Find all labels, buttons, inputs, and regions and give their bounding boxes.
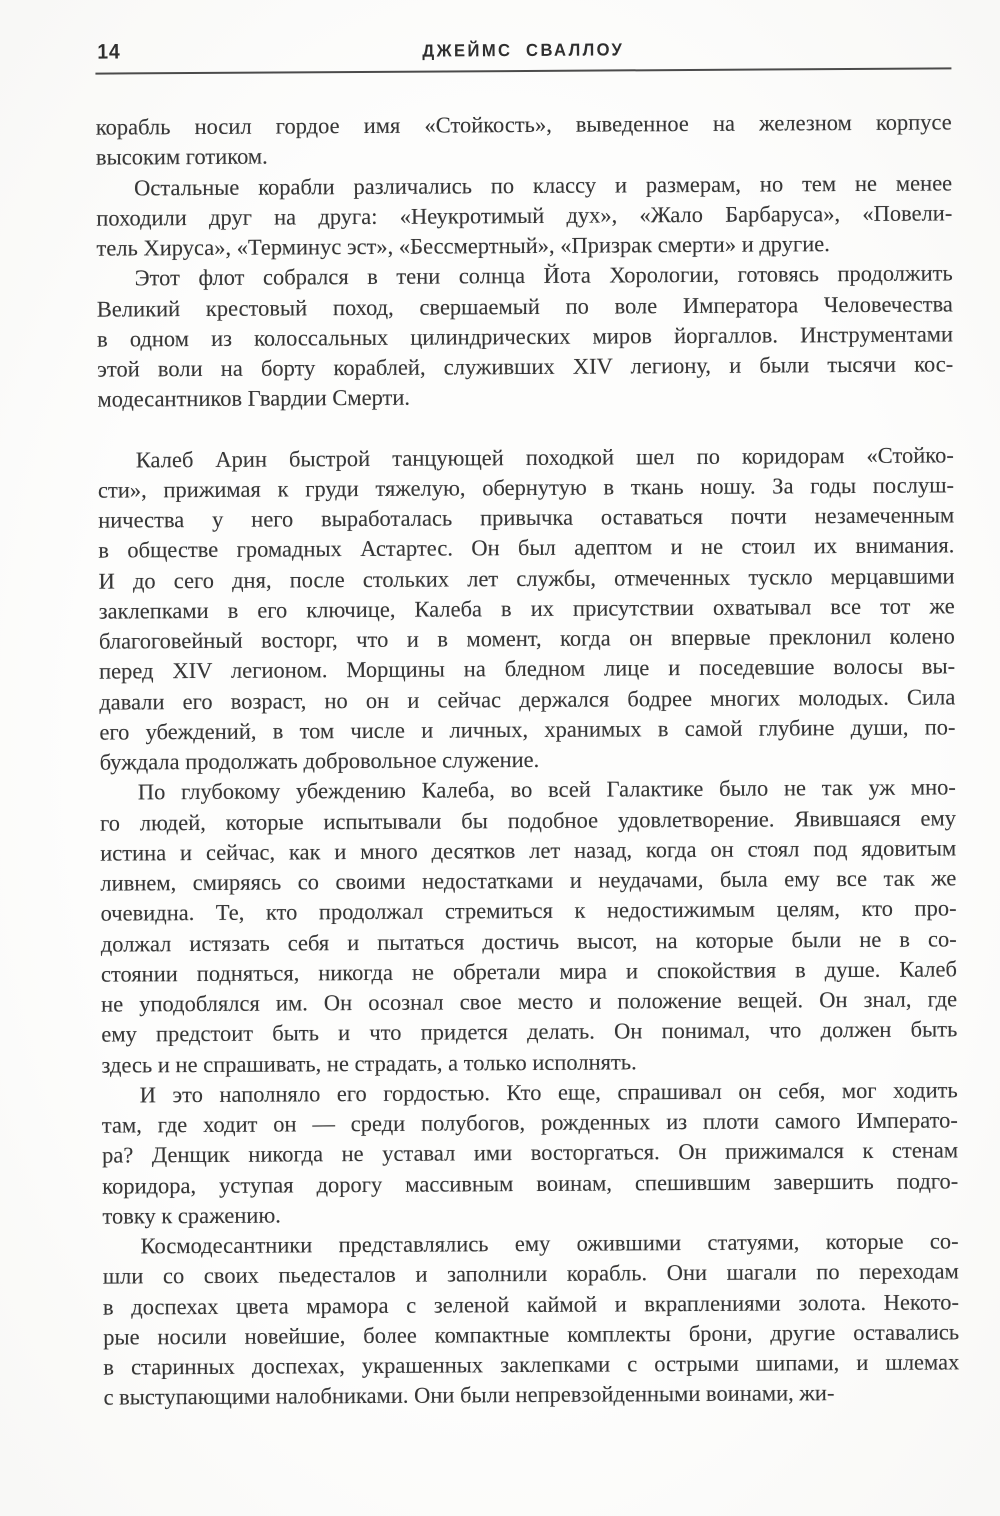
text-line: товку к сражению. [102, 1202, 281, 1229]
text-line: здесь и не спрашивать, не страдать, а только исполнять. [101, 1048, 637, 1078]
text-line: высоким готиком. [95, 143, 268, 170]
paragraph [103, 1226, 960, 1413]
book-text [96, 107, 960, 1413]
text-line: буждала продолжать добровольное служение. [99, 746, 540, 775]
text-line: с выступающими налобниками. Они были непревзойденными воинами, жи- [103, 1380, 835, 1410]
text-line: в доспехах цвета мрамора с зеленой каймой и вкраплениями золота. Некото- [102, 1288, 960, 1320]
text-line: ничества у него выработалась привычка оставаться почти незамеченным [98, 502, 955, 533]
text-line: очевидна. Те, кто продолжал стремиться к недостижимым целям, кто про- [100, 895, 957, 926]
paragraph [97, 259, 954, 415]
text-line: И это наполняло его гордостью. Кто еще, спрашивал он себя, мог ходить [139, 1077, 958, 1108]
text-line: модесантников Гвардии Смерти. [97, 384, 411, 412]
paragraph [98, 440, 956, 778]
paragraph [96, 168, 953, 264]
text-line: стоянии подняться, никогда не обретали мира и спокойствия в душе. Калеб [100, 956, 958, 987]
text-line: го людей, которые испытывали бы подобное удовлетворение. Явившаяся ему [99, 804, 957, 836]
text-line: рые носили новейшие, более компактные комплекты брони, другие оставались [103, 1319, 960, 1350]
text-line: в обществе громадных Астартес. Он был адептом и не стоил их внимания. [98, 532, 955, 563]
paragraph [102, 1075, 959, 1231]
text-line: Космодесантники представлялись ему ожившими статуями, которые со- [140, 1228, 959, 1259]
text-line: там, где ходит он — среди полубогов, рожденных из плоти самого Императо- [101, 1107, 958, 1138]
page-content [95, 0, 960, 1413]
text-line: шли со своих пьедесталов и заполнили корабль. Они шагали по переходам [102, 1258, 959, 1289]
text-line: этой воли на борту кораблей, служивших XIV легиону, и были тысячи кос- [97, 351, 954, 382]
page-header [95, 0, 951, 75]
text-line: перед XIV легионом. Морщины на бледном лице и поседевшие волосы вы- [99, 653, 956, 684]
text-line: сти», прижимая к груди тяжелую, обернутую в ткань ношу. За годы послуш- [97, 472, 955, 503]
text-line: не уподоблялся им. Он осознал свое место и положение вещей. Он знал, где [101, 986, 958, 1017]
text-line: давали его возраст, но он и сейчас держался бодрее многих молодых. Сила [99, 683, 956, 715]
text-line: в одном из колоссальных цилиндрических миров йоргаллов. Инструментами [96, 321, 954, 352]
text-line: Калеб Арин быстрой танцующей походкой шел по коридорам «Стойко- [135, 441, 954, 472]
text-line: Этот флот собрался в тени солнца Йота Хорологии, готовясь продолжить [134, 260, 953, 291]
text-line: его убеждений, в том числе и личных, хранимых в самой глубине души, по- [99, 714, 956, 745]
text-line: Остальные корабли различались по классу и размерам, но тем не менее [134, 169, 953, 200]
text-line: коридора, уступая дорогу массивным воинам, спешившим завершить подго- [102, 1167, 959, 1199]
text-line: благоговейный восторг, что и в момент, когда он впервые преклонил колено [98, 623, 955, 654]
text-line: должал истязать себя и пытаться достичь высот, на которые были не в со- [100, 925, 957, 957]
text-line: тель Хируса», «Терминус эст», «Бессмертный», «Призрак смерти» и другие. [96, 231, 830, 261]
page-number: 14 [97, 40, 121, 64]
text-line: ему предстоит быть и что придется делать. Он понимал, что должен быть [101, 1016, 958, 1047]
text-line: Великий крестовый поход, свершаемый по воле Императора Человечества [96, 290, 953, 322]
text-line: в старинных доспехах, украшенных заклепками с острыми шипами, и шлемах [103, 1349, 960, 1380]
text-line: заклепками в его ключице, Калеба в их присутствии охватывал все тот же [98, 593, 955, 624]
text-line: По глубокому убеждению Калеба, во всей Галактике было не так уж мно- [137, 774, 956, 805]
text-line: И до сего дня, после стольких лет службы, отмеченных тускло мерцавшими [98, 562, 955, 594]
paragraph [100, 773, 958, 1081]
text-line: корабль носил гордое имя «Стойкость», выведенное на железном корпусе [95, 109, 952, 140]
paragraph [96, 107, 952, 173]
text-line: ра? Денщик никогда не уставал ими восторгаться. Он прижимался к стенам [101, 1137, 959, 1168]
running-title: ДЖЕЙМС СВАЛЛОУ [422, 39, 625, 61]
text-line: походили друг на друга: «Неукротимый дух», «Жало Барбаруса», «Повели- [96, 200, 953, 231]
text-line: истина и сейчас, как и много десятков лет назад, когда он стоял под ядовитым [100, 835, 957, 866]
text-line: ливнем, смиряясь со своими недостатками и неудачами, была ему все так же [100, 865, 957, 896]
